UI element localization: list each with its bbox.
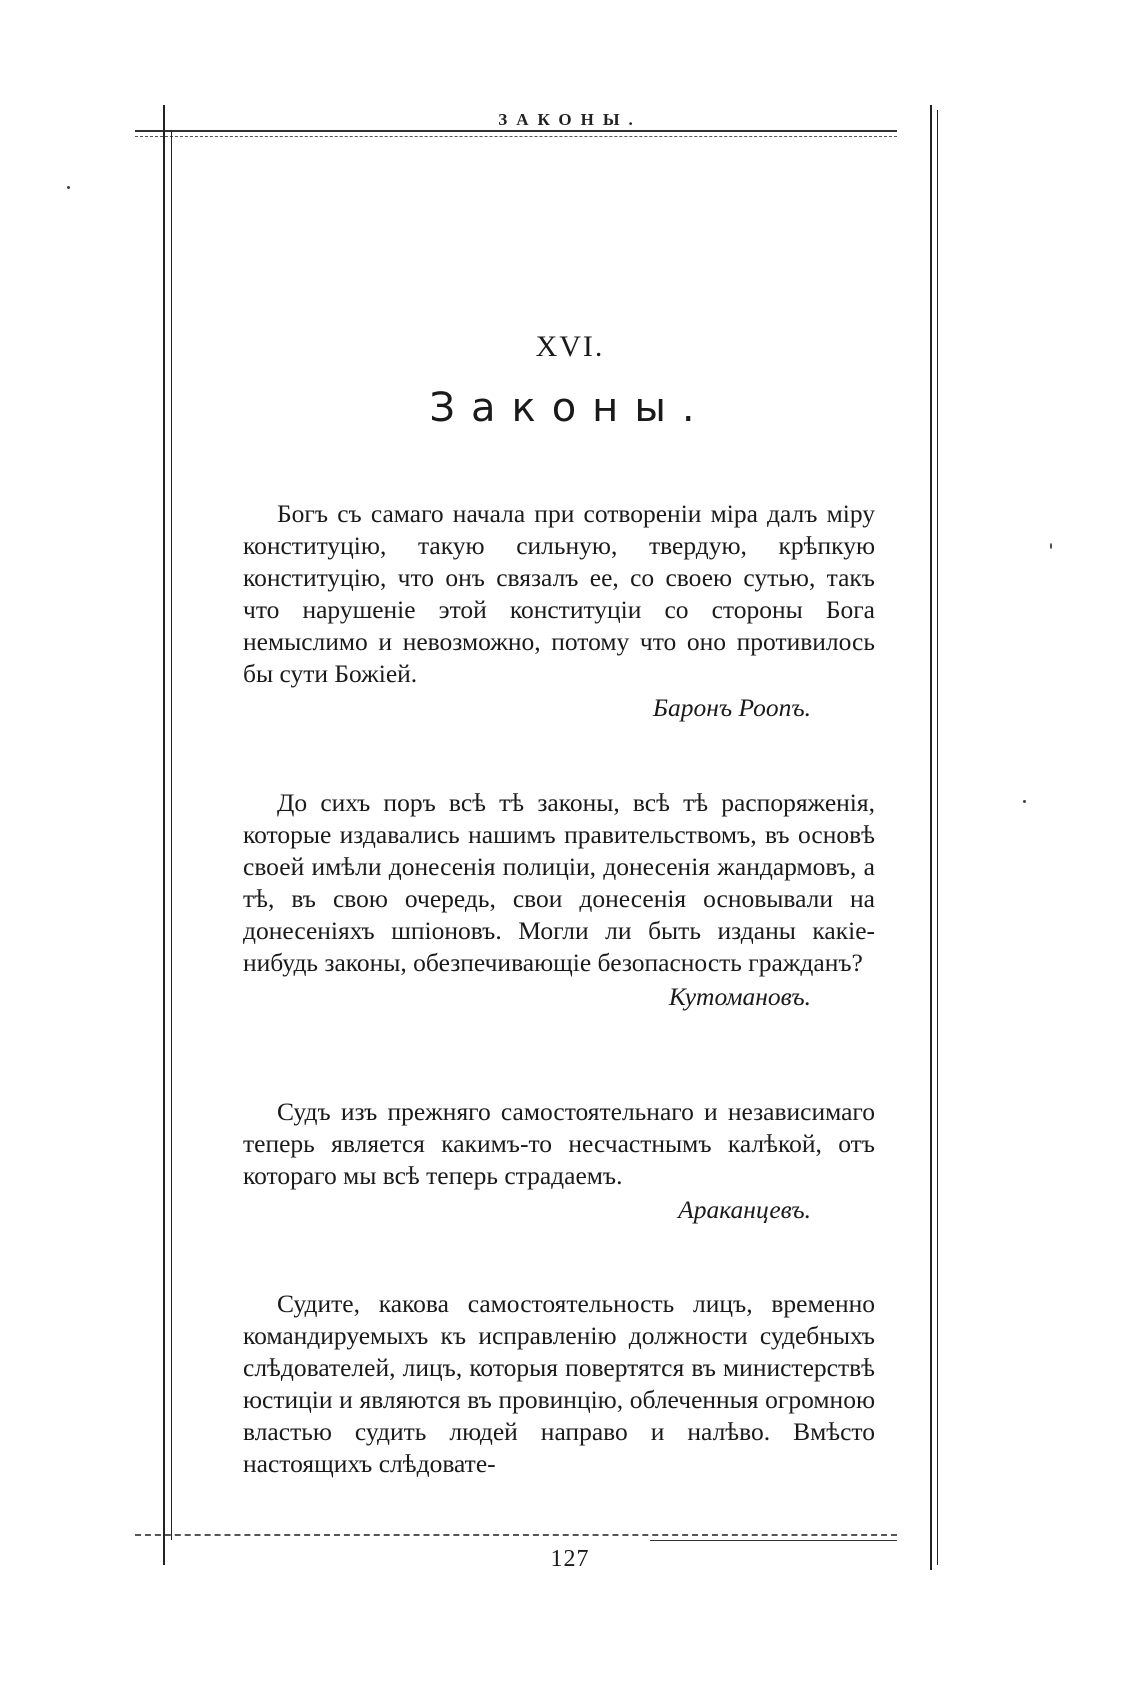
bottom-rule <box>135 1534 897 1536</box>
chapter-number: XVI. <box>535 330 605 363</box>
top-rule <box>135 130 897 132</box>
scan-speck <box>1023 800 1026 803</box>
quote-block <box>243 498 875 724</box>
bottom-rule-secondary <box>650 1540 897 1541</box>
quote-text: Судите, какова самостоятельность лицъ, временно командируемыхъ къ исправленію должности судебныхъ слѣдователей, лицъ, которыя повертятся въ министерствѣ юстиціи и являются въ провинцію, облеченныя огромною властью судить людей направо и налѣво. Вмѣсто настоящихъ слѣдовате- <box>243 1289 875 1478</box>
running-head: ЗАКОНЫ. <box>498 110 642 129</box>
page-number: 127 <box>550 1546 590 1572</box>
quote-author: Араканцевъ. <box>678 1195 811 1224</box>
quote-author: Баронъ Роопъ. <box>652 693 811 722</box>
quote-author: Кутомановъ. <box>668 982 811 1011</box>
scan-speck <box>67 186 70 189</box>
quote-text: Богъ съ самаго начала при сотвореніи міра далъ міру конституцію, такую сильную, твердую, крѣпкую конституцію, что онъ связалъ ее, со своею сутью, такъ что нарушеніе этой конституціи со стороны Бога немыслимо и невозможно, потому что оно противилось бы сути Божіей. <box>243 499 875 688</box>
right-frame-line <box>930 105 932 1570</box>
quote-block <box>243 1096 875 1226</box>
quote-text: Судъ изъ прежняго самостоятельнаго и независимаго теперь является какимъ-то несчастнымъ калѣкой, отъ котораго мы всѣ теперь страдаемъ. <box>243 1097 875 1190</box>
scan-speck <box>1050 543 1052 549</box>
left-frame-line <box>163 105 165 1565</box>
quote-block <box>243 787 875 1013</box>
top-rule-secondary <box>135 136 897 137</box>
quote-text: До сихъ поръ всѣ тѣ законы, всѣ тѣ распоряженія, которые издавались нашимъ правительствомъ, въ основѣ своей имѣли донесенія полиціи, донесенія жандармовъ, а тѣ, въ свою очередь, свои донесенія основывали на донесеніяхъ шпіоновъ. Могли ли быть изданы какіе-нибудь законы, обезпечивающіе безопасность гражданъ? <box>243 788 875 977</box>
right-frame-line-inner <box>937 110 938 1565</box>
chapter-title: Законы. <box>429 385 711 431</box>
quote-block <box>243 1288 875 1480</box>
